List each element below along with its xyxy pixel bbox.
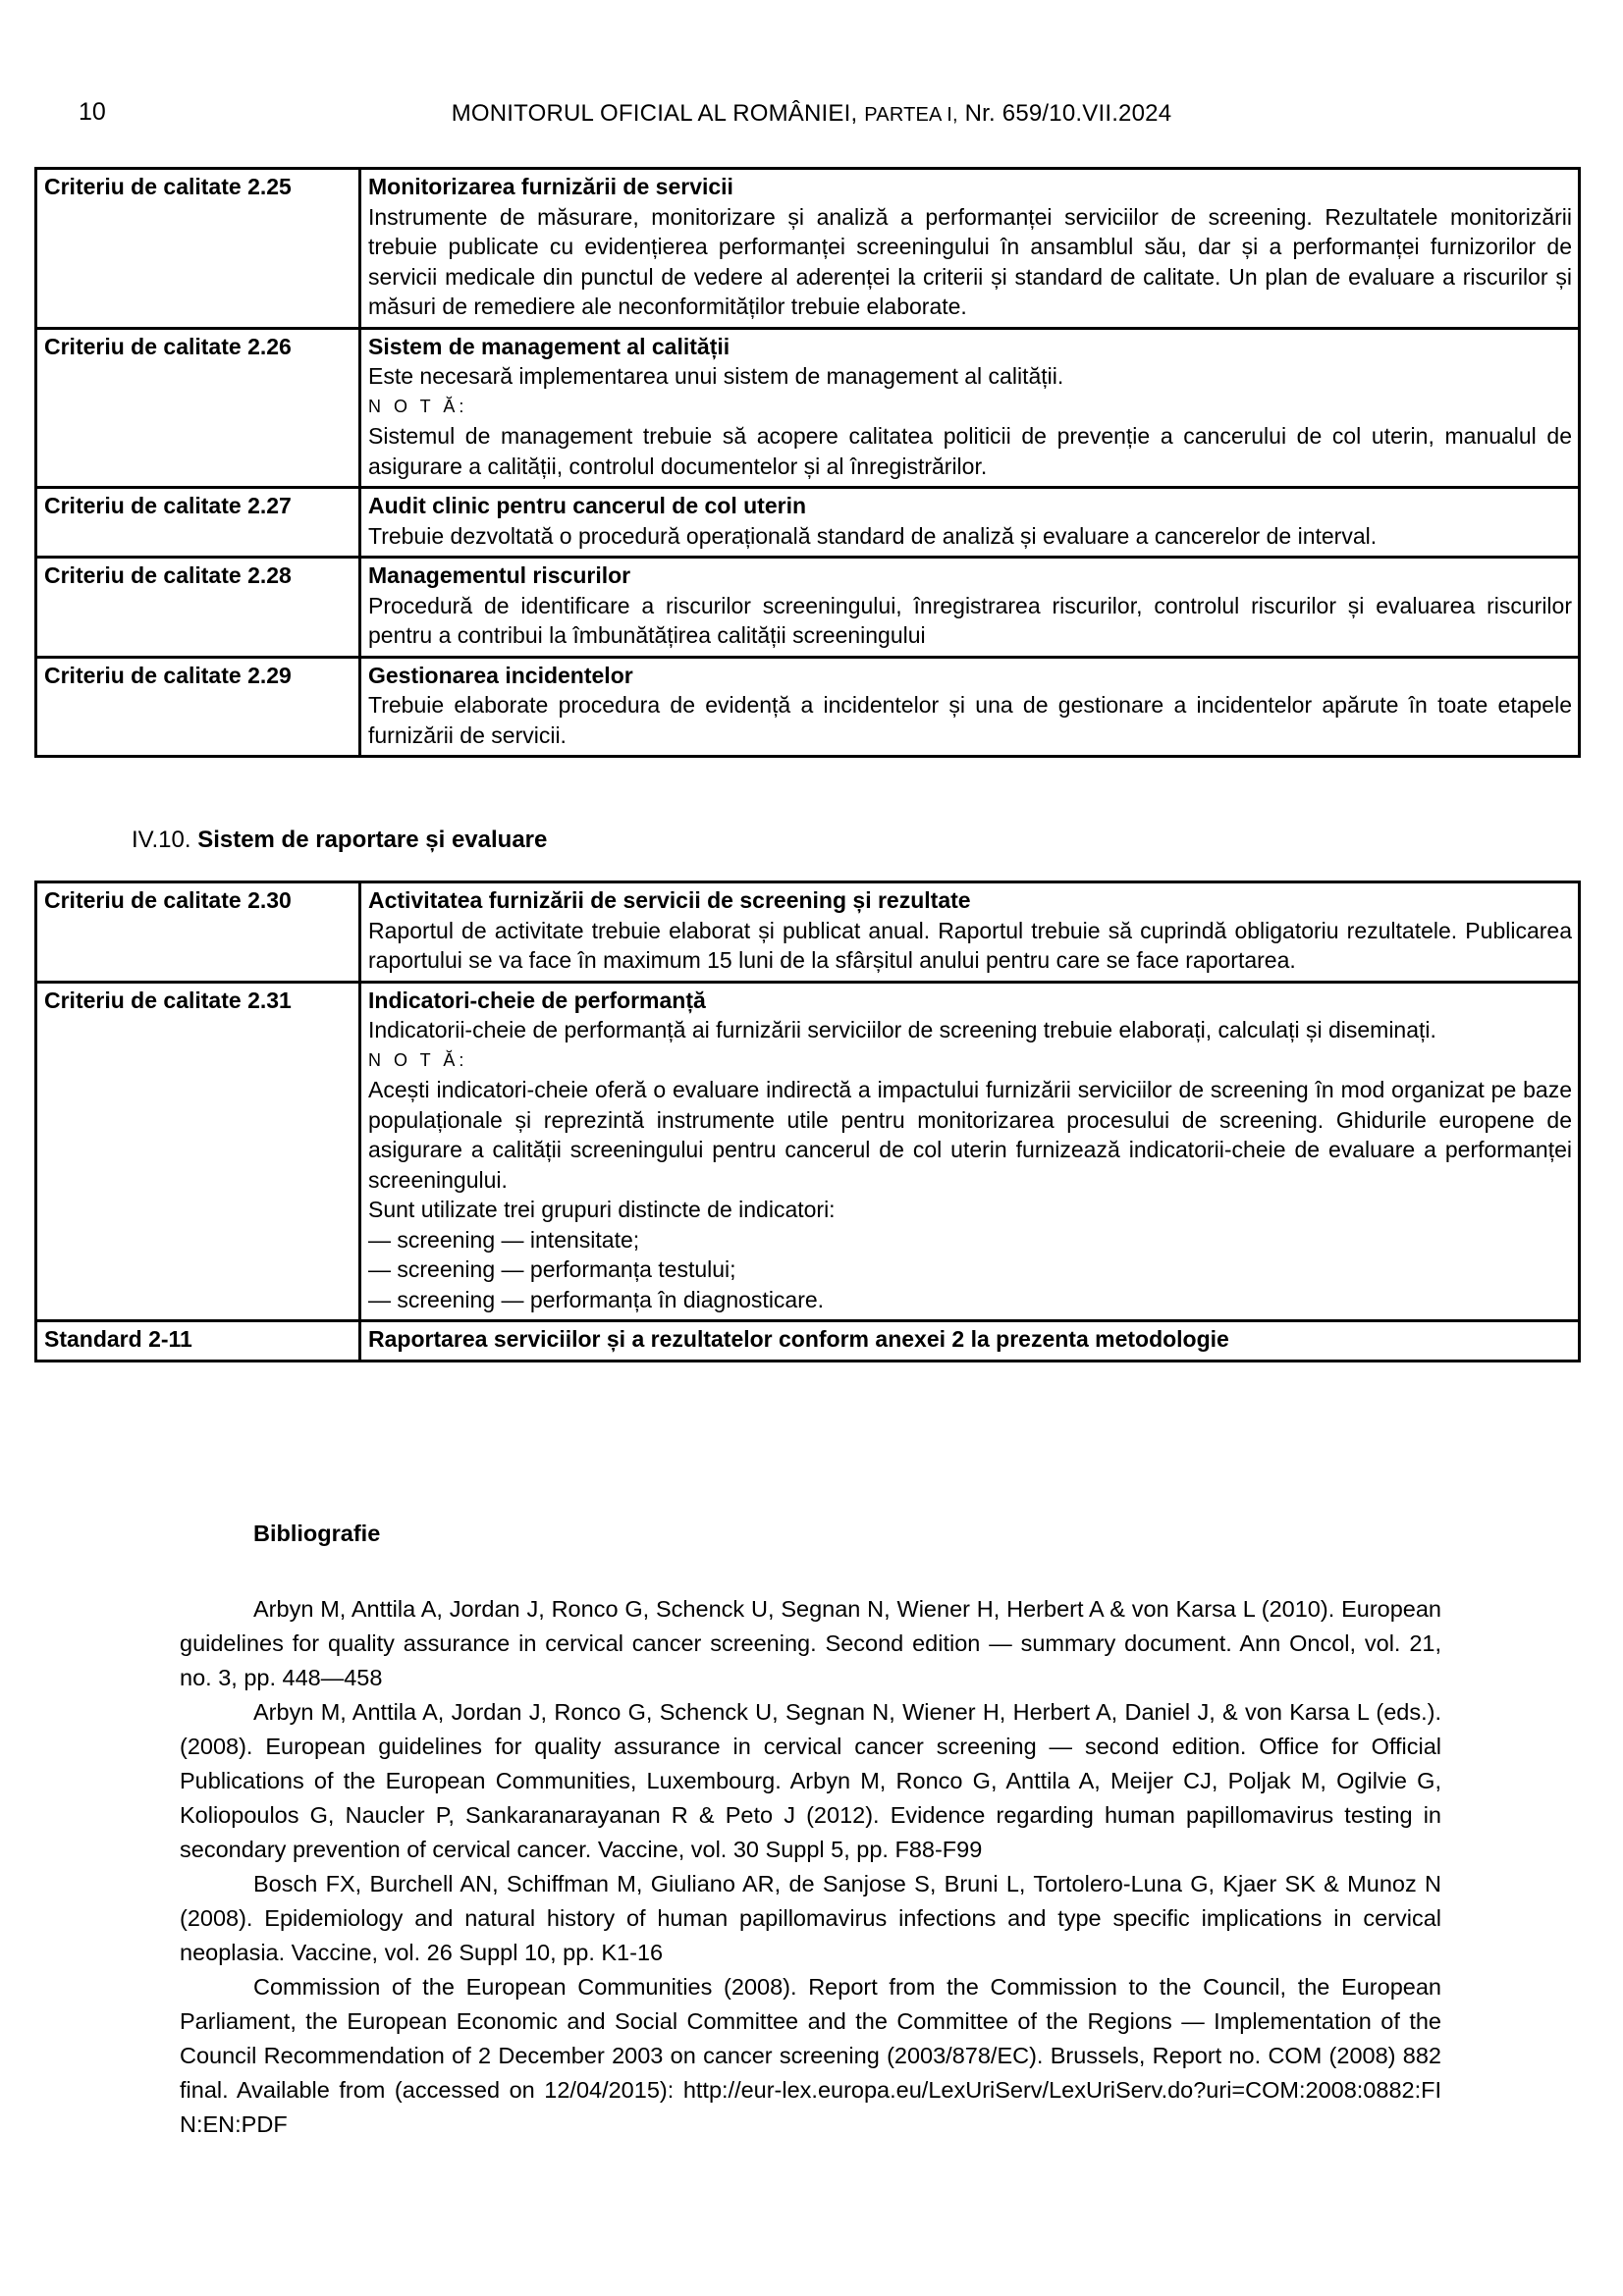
criterion-label: Criteriu de calitate 2.27 <box>36 488 360 558</box>
source-url-link[interactable]: http://eur-lex.europa.eu/LexUriServ/LexUriServ.do?uri=COM:2008:0882:FIN:EN:PDF <box>180 2077 1441 2137</box>
indicator-group-item: — screening — performanța în diagnosticare. <box>368 1286 825 1312</box>
criterion-text: Procedură de identificare a riscurilor screeningului, înregistrarea riscurilor, controlul riscurilor și evaluarea riscurilor pentru a contribui la îmbunătățirea calității screeningului <box>368 592 1572 648</box>
journal-title <box>0 100 1623 128</box>
section-title: Sistem de raportare și evaluare <box>197 827 548 853</box>
criterion-title: Activitatea furnizării de servicii de screening și rezultate <box>368 887 971 913</box>
table-row <box>36 169 1580 329</box>
journal-part: PARTEA I, <box>864 104 958 126</box>
criterion-content <box>360 558 1580 658</box>
table-row <box>36 328 1580 488</box>
criterion-content <box>360 328 1580 488</box>
criterion-content <box>360 657 1580 757</box>
criterion-text: Raportul de activitate trebuie elaborat și publicat anual. Raportul trebuie să cuprindă obligatoriu rezultatele. Publicarea raportului se va face în maximum 15 luni de la sfârșitul anului pentru care se face raportarea. <box>368 917 1572 973</box>
table-row <box>36 1321 1580 1362</box>
bibliography-entry-text: Commission of the European Communities (2008). Report from the Commission to the Council, the European Parliament, the European Economic and Social Committee and the Committee of the Regions — Implementation of the Council Recommendation of 2 December 2003 on cancer screening (2003/878/EC). Brussels, Report no. COM (2008) 882 final. Available from (accessed on 12/04/2015): <box>180 1974 1441 2103</box>
bibliography-title: Bibliografie <box>253 1521 381 1546</box>
section-number: IV.10. <box>132 827 191 853</box>
criterion-text: Trebuie elaborate procedura de evidență a incidentelor și una de gestionare a incidentelor apărute în toate etapele furnizării de servicii. <box>368 692 1572 748</box>
standard-label: Standard 2-11 <box>36 1321 360 1362</box>
bibliography <box>180 1517 1441 2142</box>
indicator-group-item: — screening — intensitate; <box>368 1226 640 1253</box>
table-row <box>36 488 1580 558</box>
criterion-label: Criteriu de calitate 2.26 <box>36 328 360 488</box>
criterion-label: Criteriu de calitate 2.28 <box>36 558 360 658</box>
criterion-title: Monitorizarea furnizării de servicii <box>368 174 733 199</box>
nota-text: Sistemul de management trebuie să acopere calitatea politicii de prevenție a cancerului de col uterin, manualul de asigurare a calității, controlul documentelor și al înregistrărilor. <box>368 423 1572 479</box>
criterion-content <box>360 169 1580 329</box>
section-heading <box>132 827 547 854</box>
table-row <box>36 657 1580 757</box>
nota-label: N O T Ă: <box>368 1049 468 1070</box>
bibliography-entry: Arbyn M, Anttila A, Jordan J, Ronco G, Schenck U, Segnan N, Wiener H, Herbert A, Daniel J, & von Karsa L (eds.). (2008). European guidelines for quality assurance in cervical cancer screening — second edition. Office for Official Publications of the European Communities, Luxembourg. Arbyn M, Ronco G, Anttila A, Meijer CJ, Poljak M, Ogilvie G, Koliopoulos G, Naucler P, Sankaranarayanan R & Peto J (2012). Evidence regarding human papillomavirus testing in secondary prevention of cervical cancer. Vaccine, vol. 30 Suppl 5, pp. F88-F99 <box>180 1699 1441 1862</box>
criterion-title: Managementul riscurilor <box>368 562 631 588</box>
table-row <box>36 982 1580 1321</box>
quality-criteria-table-2 <box>34 881 1581 1362</box>
standard-title: Raportarea serviciilor și a rezultatelor conform anexei 2 la prezenta metodologie <box>368 1326 1229 1352</box>
bibliography-entry <box>180 1970 1441 2142</box>
quality-criteria-table-1 <box>34 167 1581 758</box>
criterion-label: Criteriu de calitate 2.29 <box>36 657 360 757</box>
criterion-label: Criteriu de calitate 2.31 <box>36 982 360 1321</box>
criterion-text: Instrumente de măsurare, monitorizare și analiză a performanței serviciilor de screening. Rezultatele monitorizării trebuie publicate cu evidențierea performanței screeningului în ansamblul său, dar și a performanței furnizorilor de servicii medicale din punctul de vedere al aderenței la criterii și standard de calitate. Un plan de evaluare a riscurilor și măsuri de remediere ale neconformităților trebuie elaborate. <box>368 203 1572 319</box>
bibliography-entry: Bosch FX, Burchell AN, Schiffman M, Giuliano AR, de Sanjose S, Bruni L, Tortolero-Luna G, Kjaer SK & Munoz N (2008). Epidemiology and natural history of human papillomavirus infections and type specific implications in cervical neoplasia. Vaccine, vol. 26 Suppl 10, pp. K1-16 <box>180 1871 1441 1965</box>
criterion-content <box>360 882 1580 983</box>
page-header <box>0 98 1623 133</box>
journal-issue: Nr. 659/10.VII.2024 <box>964 100 1172 127</box>
criterion-label: Criteriu de calitate 2.25 <box>36 169 360 329</box>
criterion-title: Sistem de management al calității <box>368 333 730 359</box>
table-row <box>36 558 1580 658</box>
criterion-title: Audit clinic pentru cancerul de col uterin <box>368 493 807 518</box>
indicator-group-item: — screening — performanța testului; <box>368 1256 736 1282</box>
page-number: 10 <box>79 98 106 126</box>
criterion-label: Criteriu de calitate 2.30 <box>36 882 360 983</box>
criterion-title: Gestionarea incidentelor <box>368 662 633 688</box>
indicator-groups-intro: Sunt utilizate trei grupuri distincte de indicatori: <box>368 1197 836 1222</box>
journal-name: MONITORUL OFICIAL AL ROMÂNIEI, <box>451 100 858 127</box>
standard-content <box>360 1321 1580 1362</box>
nota-label: N O T Ă: <box>368 396 468 416</box>
criterion-text: Este necesară implementarea unui sistem de management al calității. <box>368 363 1064 389</box>
criterion-title: Indicatori-cheie de performanță <box>368 987 706 1013</box>
table-row <box>36 882 1580 983</box>
bibliography-entry: Arbyn M, Anttila A, Jordan J, Ronco G, Schenck U, Segnan N, Wiener H, Herbert A & von Karsa L (2010). European guidelines for quality assurance in cervical cancer screening. Second edition — summary document. Ann Oncol, vol. 21, no. 3, pp. 448—458 <box>180 1596 1441 1690</box>
criterion-text: Trebuie dezvoltată o procedură operațională standard de analiză și evaluare a cancerelor de interval. <box>368 522 1378 549</box>
nota-text: Acești indicatori-cheie oferă o evaluare indirectă a impactului furnizării serviciilor de screening în mod organizat pe baze populaționale și reprezintă instrumente utile pentru monitorizarea procesului de screening. Ghidurile europene de asigurare a calității screeningului pentru cancerul de col uterin furnizează indicatorii-cheie de evaluare a performanței screeningului. <box>368 1077 1572 1193</box>
criterion-content <box>360 488 1580 558</box>
criterion-text: Indicatorii-cheie de performanță ai furnizării serviciilor de screening trebuie elaborați, calculați și diseminați. <box>368 1017 1436 1042</box>
criterion-content <box>360 982 1580 1321</box>
